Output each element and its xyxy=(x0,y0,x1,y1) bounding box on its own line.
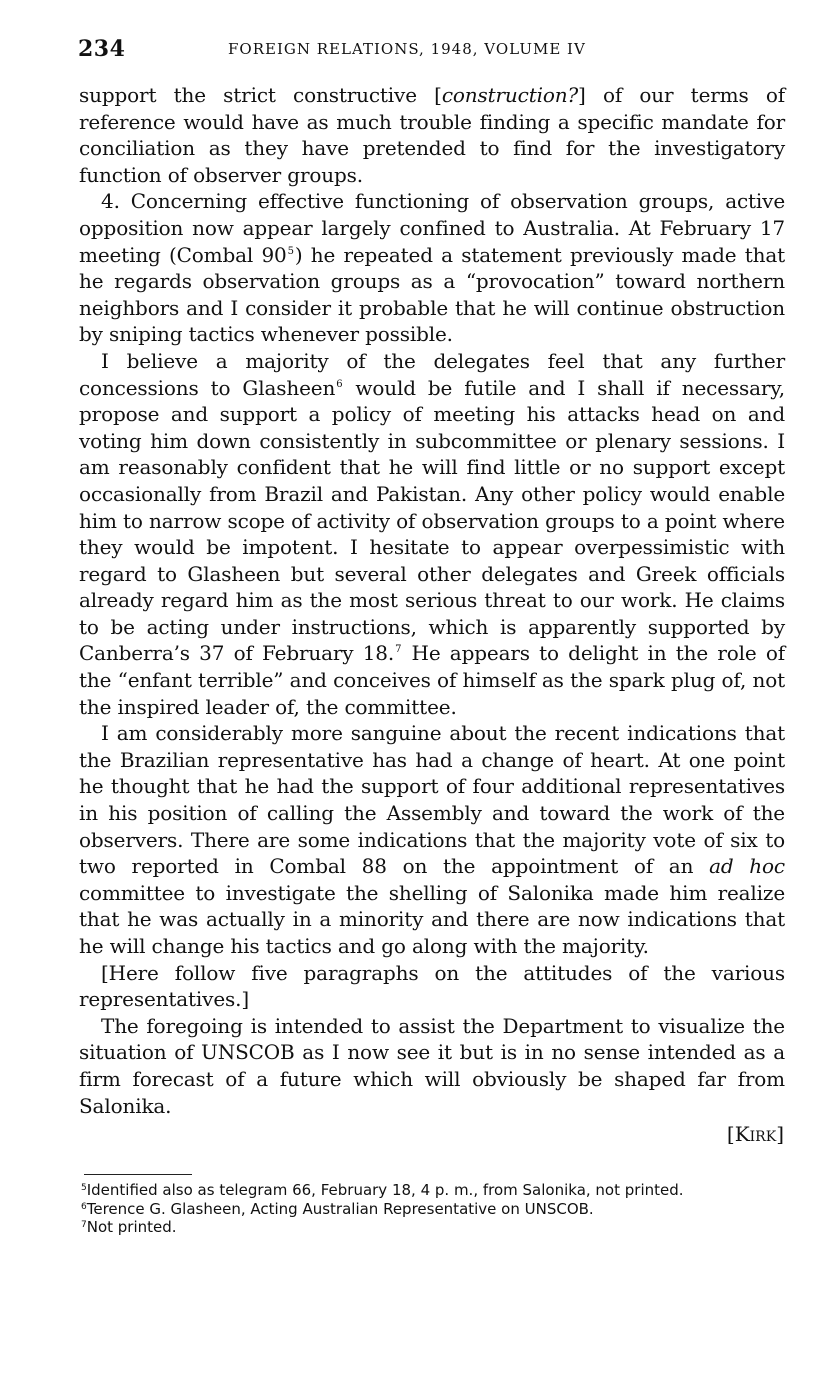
signature xyxy=(727,1122,784,1146)
p1-text-c: ] of our terms of reference would have as much trouble finding a specific mandate for conciliation as they have pretended to find for the investigatory function of observer groups. xyxy=(79,83,786,187)
body-text xyxy=(79,82,785,1119)
footnote-ref-7[interactable]: 7 xyxy=(395,644,402,656)
p4-italic: ad hoc xyxy=(709,854,785,879)
p4-text-c: committee to investigate the shelling of Salonika made him realize that he was actually in a minority and there are now indications that he will change his tactics and go along with the majority. xyxy=(79,880,785,958)
p1-text-a: support the strict constructive [ xyxy=(79,83,442,107)
paragraph-2 xyxy=(79,188,785,348)
page-number: 234 xyxy=(78,36,126,62)
page-header xyxy=(78,36,784,66)
footnote-divider xyxy=(84,1174,192,1175)
p2-text-a: 4. Concerning effective functioning of observation groups, active opposition now appear largely confined to Australia. At February 17 meeting (Combal 90 xyxy=(79,189,785,267)
running-title: FOREIGN RELATIONS, 1948, VOLUME IV xyxy=(228,40,586,58)
p1-italic: construction? xyxy=(441,83,579,107)
footnote-5 xyxy=(81,1181,787,1200)
footnote-text-7: Not printed. xyxy=(86,1218,177,1236)
p3-text-c: He appears to delight in the role of the “enfant terrible” and conceives of himself as the spark plug of, not the inspired leader of, the committee. xyxy=(79,641,785,719)
footnote-marker-5: 5 xyxy=(81,1183,87,1193)
p3-text-a: I believe a majority of the delegates feel that any further concessions to Glasheen xyxy=(79,348,785,400)
p4-text-a: I am considerably more sanguine about the recent indications that the Brazilian representative has had a change of heart. At one point he thought that he had the support of four additional representatives in his position of calling the Assembly and toward the work of the observers. There are some indications that the majority vote of six to two reported in Combal 88 on the appointment of an xyxy=(79,721,785,879)
p2-text-b: ) he repeated a statement previously made that he regards observation groups as a “provocation” toward northern neighbors and I consider it probable that he will continue obstruction by sniping tactics whenever possible. xyxy=(79,242,786,347)
paragraph-4 xyxy=(79,720,785,959)
footnote-marker-7: 7 xyxy=(81,1220,87,1230)
signature-close-bracket: ] xyxy=(776,1122,784,1146)
p3-text-b: would be futile and I shall if necessary, propose and support a policy of meeting his attacks head on and voting him down consistently in subcommittee or plenary sessions. I am reasonably confident that he will find little or no support except occasionally from Brazil and Pakistan. Any other policy would enable him to narrow scope of activity of observation groups to a point where they would be impotent. I hesitate to appear overpessimistic with regard to Glasheen but several other delegates and Greek officials already regard him as the most serious threat to our work. He claims to be acting under instructions, which is apparently supported by Canberra’s 37 of February 18. xyxy=(79,375,786,666)
paragraph-6: The foregoing is intended to assist the Department to visualize the situation of UNSCOB as I now see it but is in no sense intended as a firm forecast of a future which will obviously be shaped far from Salonika. xyxy=(79,1013,785,1118)
signature-open-bracket: [ xyxy=(726,1122,735,1146)
paragraph-1 xyxy=(79,82,785,188)
footnote-text-5: Identified also as telegram 66, February 18, 4 p. m., from Salonika, not printed. xyxy=(86,1181,684,1199)
footnote-6 xyxy=(81,1200,787,1219)
footnote-text-6: Terence G. Glasheen, Acting Australian Representative on UNSCOB. xyxy=(86,1199,594,1218)
footnote-ref-6[interactable]: 6 xyxy=(336,378,343,390)
signature-name: Kirk xyxy=(734,1122,777,1146)
paragraph-3 xyxy=(79,348,785,720)
paragraph-5-editorial-note: [Here follow five paragraphs on the attitudes of the various representatives.] xyxy=(79,960,785,1012)
footnote-7 xyxy=(81,1218,787,1237)
footnote-ref-5[interactable]: 5 xyxy=(287,245,294,257)
footnote-marker-6: 6 xyxy=(81,1201,87,1212)
footnotes xyxy=(81,1181,787,1237)
